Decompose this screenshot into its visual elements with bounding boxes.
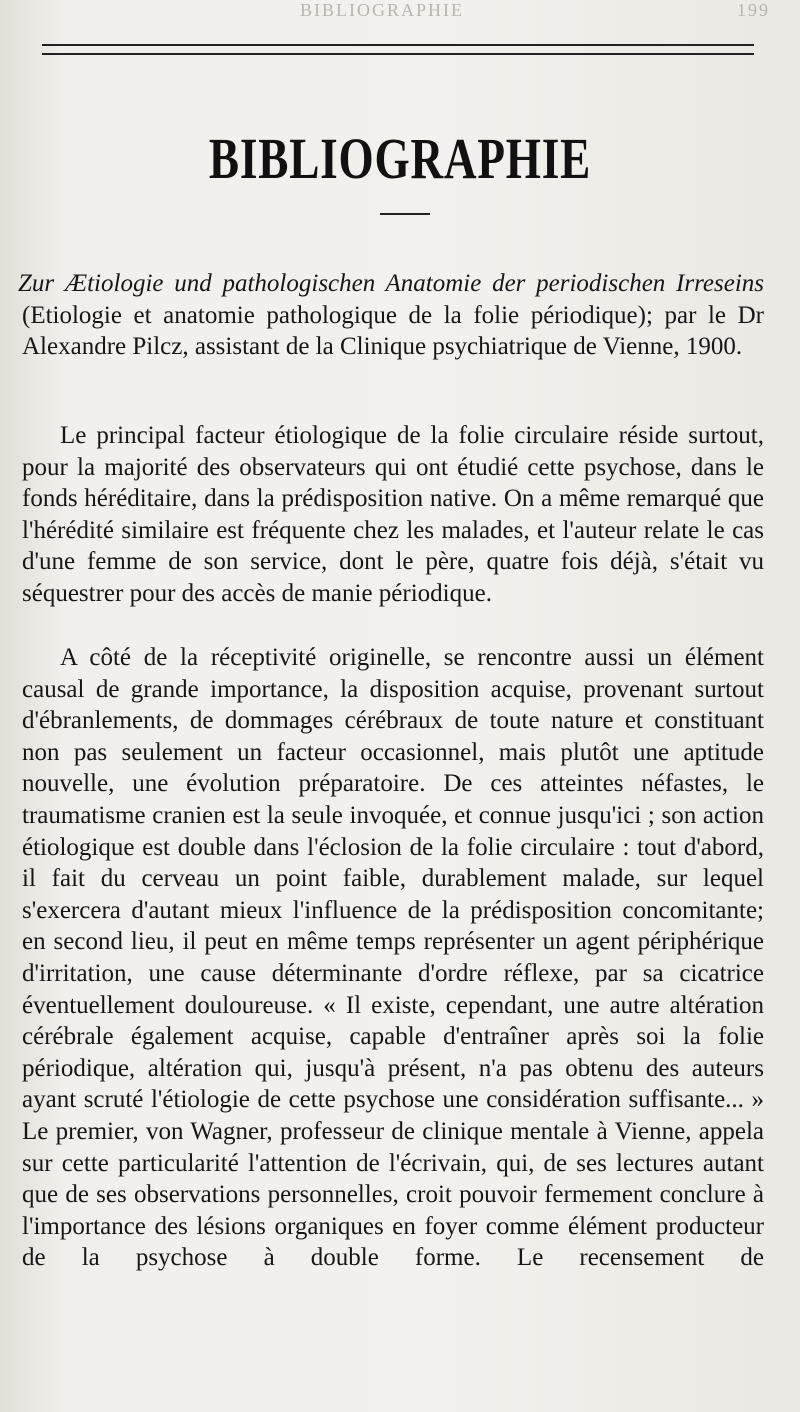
citation-details: (Etiologie et anatomie pathologique de la folie périodique); par le Dr Alexandre Pilcz, assistant de la Clinique psychiatrique de Vienne, 1900. (22, 301, 764, 361)
header-rule-top (42, 44, 754, 46)
page-number: 199 (737, 0, 770, 20)
running-header (300, 0, 780, 20)
citation-work-title: Zur Ætiologie und pathologischen Anatomie der periodischen Irreseins (18, 270, 764, 297)
section-title: BIBLIOGRAPHIE (208, 126, 592, 191)
title-divider (380, 213, 430, 215)
header-rule-bottom (42, 53, 754, 55)
citation (18, 268, 764, 363)
running-title: BIBLIOGRAPHIE (300, 0, 464, 20)
paragraph-2: A côté de la réceptivité originelle, se rencontre aussi un élément causal de grande importance, la disposition acquise, provenant surtout d'ébranlements, de dommages cérébraux de toute nature et constituant non pas seulement un facteur occasionnel, mais plutôt une aptitude nouvelle, une évolution préparatoire. De ces atteintes néfastes, le traumatisme cranien est la seule invoquée, et connue jusqu'ici ; son action étiologique est double dans l'éclosion de la folie circulaire : tout d'abord, il fait du cerveau un point faible, durablement malade, sur lequel s'exercera d'autant mieux l'influence de la prédisposition concomitante; en second lieu, il peut en même temps représenter un agent périphérique d'irritation, une cause déterminante d'ordre réflexe, par sa cicatrice éventuellement douloureuse. « Il existe, cependant, une autre altération cérébrale également acquise, capable d'entraîner après soi la folie périodique, altération qui, jusqu'à présent, n'a pas obtenu des auteurs ayant scruté l'étiologie de cette psychose une considération suffisante... » Le premier, von Wagner, professeur de clinique mentale à Vienne, appela sur cette particularité l'attention de l'écrivain, qui, de ses lectures autant que de ses observations personnelles, croit pouvoir fermement conclure à l'importance des lésions organiques en foyer comme élément producteur de la psychose à double forme. Le recensement de (22, 644, 764, 1272)
paragraph-1: Le principal facteur étiologique de la folie circulaire réside surtout, pour la majorité des observateurs qui ont étudié cette psychose, dans le fonds héréditaire, dans la prédisposition native. On a même remarqué que l'hérédité similaire est fréquente chez les malades, et l'auteur relate le cas d'une femme de son service, dont le père, quatre fois déjà, s'était vu séquestrer pour des accès de manie périodique. (22, 422, 764, 607)
